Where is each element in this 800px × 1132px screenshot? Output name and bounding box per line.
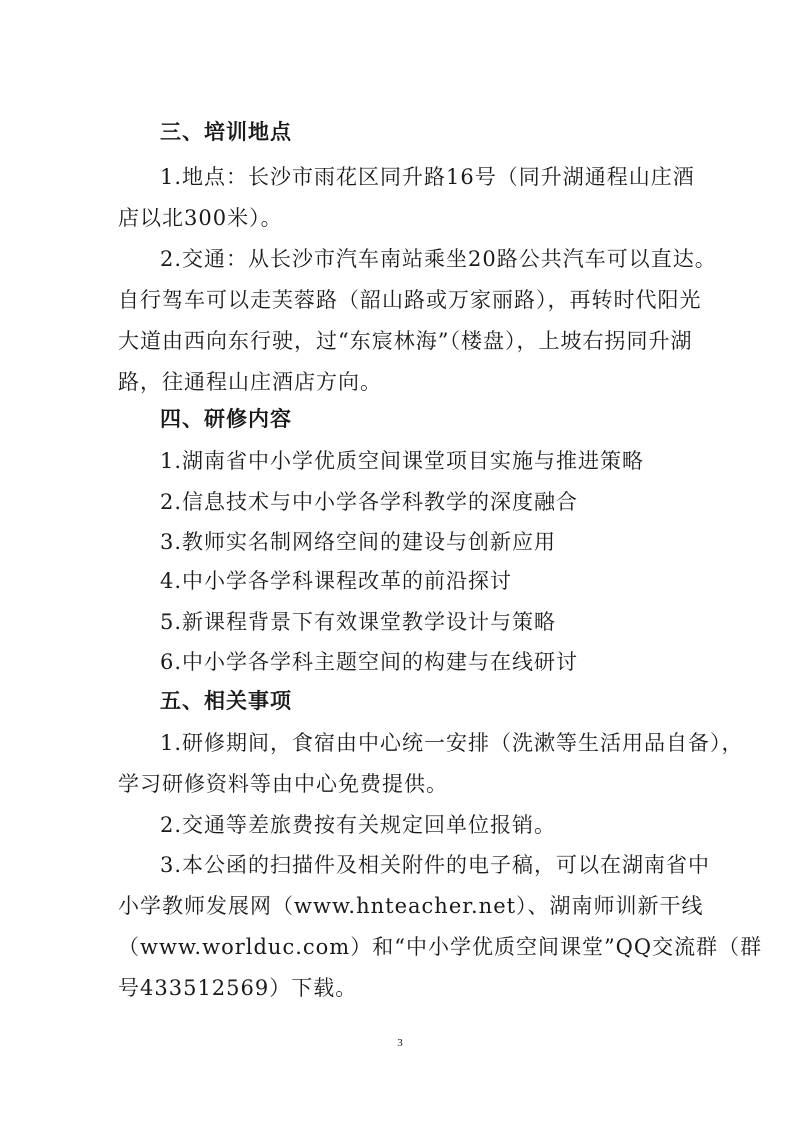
content-item-1: 1.湖南省中小学优质空间课堂项目实施与推进策略 — [160, 449, 645, 473]
matter-item-1-line-1: 1.研修期间，食宿由中心统一安排（洗漱等生活用品自备）， — [160, 731, 744, 755]
matter-item-3-line-3: （www.worlduc.com）和“中小学优质空间课堂”QQ交流群（群 — [118, 935, 763, 959]
paragraph-transport-line-2: 自行驾车可以走芙蓉路（韶山路或万家丽路），再转时代阳光 — [118, 288, 702, 312]
paragraph-transport-line-4: 路，往通程山庄酒店方向。 — [118, 370, 382, 394]
page-number: 3 — [397, 1037, 403, 1049]
paragraph-location-line-1: 1.地点：长沙市雨花区同升路16号（同升湖通程山庄酒 — [160, 165, 695, 189]
heading-training-location: 三、培训地点 — [160, 119, 292, 144]
content-item-2: 2.信息技术与中小学各学科教学的深度融合 — [160, 490, 579, 514]
matter-item-3-line-1: 3.本公函的扫描件及相关附件的电子稿，可以在湖南省中 — [160, 853, 711, 877]
content-item-5: 5.新课程背景下有效课堂教学设计与策略 — [160, 610, 557, 634]
matter-item-2: 2.交通等差旅费按有关规定回单位报销。 — [160, 813, 557, 837]
content-item-6: 6.中小学各学科主题空间的构建与在线研讨 — [160, 650, 579, 674]
paragraph-location-line-2: 店以北300米）。 — [118, 206, 283, 230]
paragraph-transport-line-3: 大道由西向东行驶，过“东宸林海”（楼盘），上坡右拐同升湖 — [118, 329, 693, 353]
matter-item-1-line-2: 学习研修资料等由中心免费提供。 — [118, 772, 448, 796]
heading-training-content: 四、研修内容 — [160, 406, 292, 431]
content-item-4: 4.中小学各学科课程改革的前沿探讨 — [160, 569, 513, 593]
matter-item-3-line-4: 号433512569）下载。 — [118, 976, 358, 1000]
content-item-3: 3.教师实名制网络空间的建设与创新应用 — [160, 530, 557, 554]
matter-item-3-line-2: 小学教师发展网（www.hnteacher.net）、湖南师训新干线 — [118, 894, 704, 918]
paragraph-transport-line-1: 2.交通：从长沙市汽车南站乘坐20路公共汽车可以直达。 — [160, 247, 717, 271]
heading-related-matters: 五、相关事项 — [160, 688, 292, 713]
